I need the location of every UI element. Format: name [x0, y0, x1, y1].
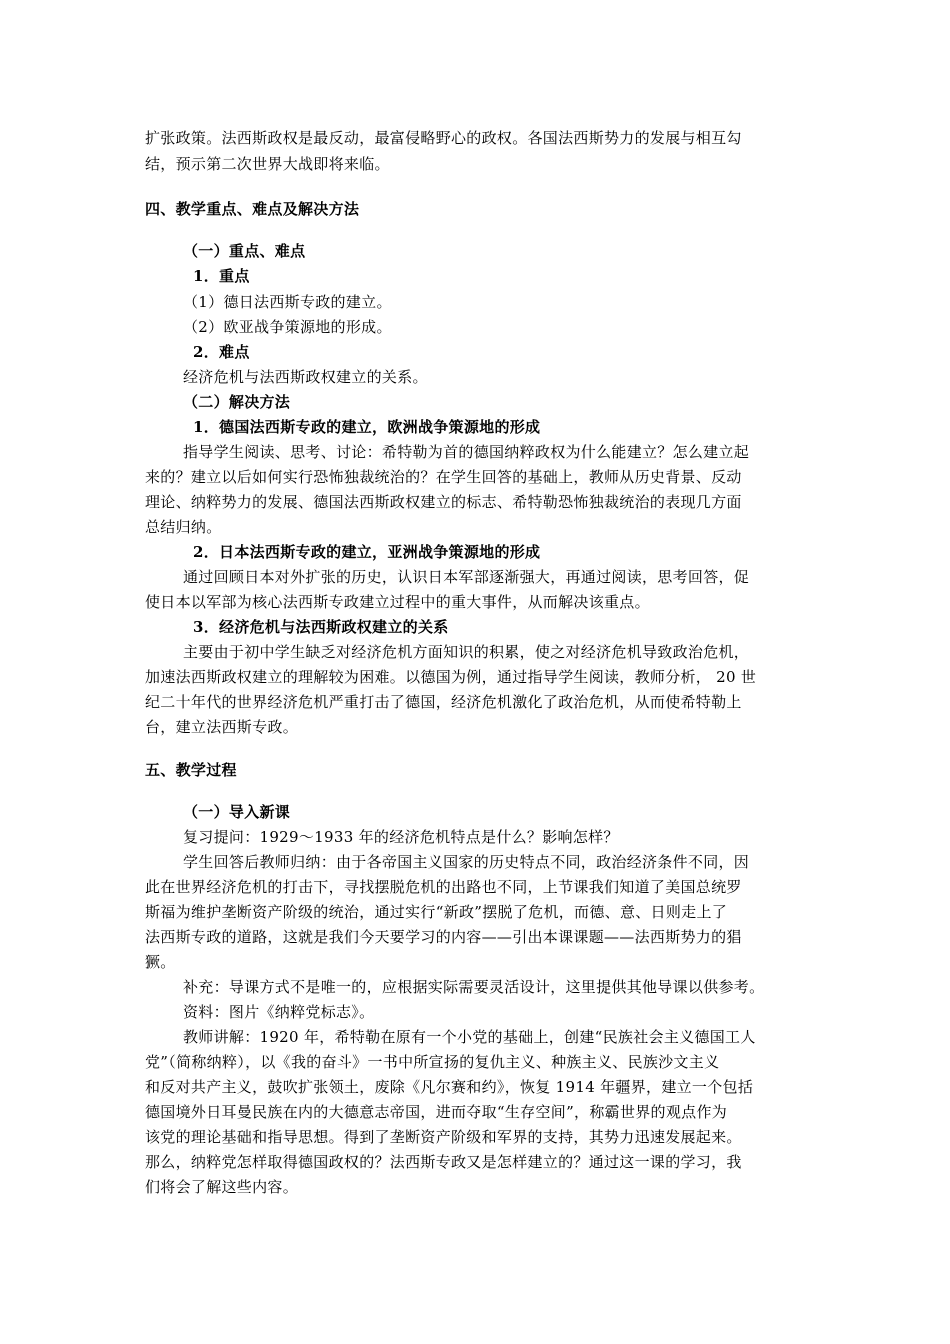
item-key-point: 1．重点 — [193, 267, 250, 285]
subsection-intro-lesson: （一）导入新课 — [183, 803, 291, 821]
method-3-line: 加速法西斯政权建立的理解较为困难。以德国为例，通过指导学生阅读，教师分析， 20 世 — [145, 668, 757, 686]
method-1-line: 指导学生阅读、思考、讨论：希特勒为首的德国纳粹政权为什么能建立？怎么建立起 — [183, 443, 750, 461]
lecture-line: 教师讲解：1920 年，希特勒在原有一个小党的基础上，创建“民族社会主义德国工人 — [183, 1028, 756, 1046]
subsection-methods: （二）解决方法 — [183, 393, 291, 411]
summary-line: 獗。 — [145, 953, 176, 971]
method-2-title: 2．日本法西斯专政的建立，亚洲战争策源地的形成 — [193, 543, 541, 561]
supplement-note: 补充：导课方式不是唯一的，应根据实际需要灵活设计，这里提供其他导课以供参考。 — [183, 978, 765, 996]
method-1-title: 1．德国法西斯专政的建立，欧洲战争策源地的形成 — [193, 418, 541, 436]
lecture-line: 们将会了解这些内容。 — [145, 1178, 299, 1196]
subsection-key-points: （一）重点、难点 — [183, 242, 306, 260]
summary-line: 斯福为维护垄断资产阶级的统治，通过实行“新政”摆脱了危机，而德、意、日则走上了 — [145, 903, 728, 921]
intro-line-1: 扩张政策。法西斯政权是最反动，最富侵略野心的政权。各国法西斯势力的发展与相互勾 — [145, 129, 742, 147]
method-1-line: 总结归纳。 — [145, 518, 222, 536]
summary-line: 此在世界经济危机的打击下，寻找摆脱危机的出路也不同，上节课我们知道了美国总统罗 — [145, 878, 742, 896]
method-1-line: 理论、纳粹势力的发展、德国法西斯政权建立的标志、希特勒恐怖独裁统治的表现几方面 — [145, 493, 742, 511]
key-point-1: （1）德日法西斯专政的建立。 — [183, 293, 392, 311]
method-3-line: 主要由于初中学生缺乏对经济危机方面知识的积累，使之对经济危机导致政治危机， — [183, 643, 750, 661]
summary-line: 法西斯专政的道路，这就是我们今天要学习的内容——引出本课课题——法西斯势力的猖 — [145, 928, 742, 946]
material-note: 资料：图片《纳粹党标志》。 — [183, 1003, 375, 1021]
method-3-line: 纪二十年代的世界经济危机严重打击了德国，经济危机激化了政治危机，从而使希特勒上 — [145, 693, 742, 711]
lecture-line: 该党的理论基础和指导思想。得到了垄断资产阶级和军界的支持，其势力迅速发展起来。 — [145, 1128, 742, 1146]
section-heading-5: 五、教学过程 — [145, 761, 237, 779]
lecture-line: 和反对共产主义，鼓吹扩张领土，废除《凡尔赛和约》，恢复 1914 年疆界，建立一个包括 — [145, 1078, 754, 1096]
method-3-title: 3．经济危机与法西斯政权建立的关系 — [193, 618, 449, 636]
item-difficulty: 2．难点 — [193, 343, 250, 361]
difficulty-text: 经济危机与法西斯政权建立的关系。 — [183, 368, 428, 386]
intro-line-2: 结，预示第二次世界大战即将来临。 — [145, 155, 390, 173]
method-1-line: 来的？建立以后如何实行恐怖独裁统治的？在学生回答的基础上，教师从历史背景、反动 — [145, 468, 742, 486]
summary-line: 学生回答后教师归纳：由于各帝国主义国家的历史特点不同，政治经济条件不同，因 — [183, 853, 750, 871]
lecture-line: 德国境外日耳曼民族在内的大德意志帝国，进而夺取“生存空间”，称霸世界的观点作为 — [145, 1103, 728, 1121]
method-3-line: 台，建立法西斯专政。 — [145, 718, 299, 736]
method-2-line: 通过回顾日本对外扩张的历史，认识日本军部逐渐强大，再通过阅读，思考回答，促 — [183, 568, 750, 586]
lecture-line: 那么，纳粹党怎样取得德国政权的？法西斯专政又是怎样建立的？通过这一课的学习，我 — [145, 1153, 742, 1171]
review-question: 复习提问：1929～1933 年的经济危机特点是什么？影响怎样？ — [183, 828, 619, 846]
section-heading-4: 四、教学重点、难点及解决方法 — [145, 200, 360, 218]
lecture-line: 党”（简称纳粹），以《我的奋斗》一书中所宣扬的复仇主义、种族主义、民族沙文主义 — [145, 1053, 720, 1071]
key-point-2: （2）欧亚战争策源地的形成。 — [183, 318, 392, 336]
method-2-line: 使日本以军部为核心法西斯专政建立过程中的重大事件，从而解决该重点。 — [145, 593, 650, 611]
